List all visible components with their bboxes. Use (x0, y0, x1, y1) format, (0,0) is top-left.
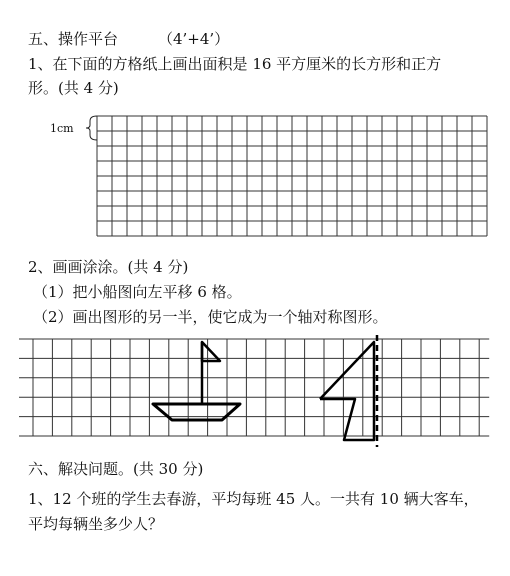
section6-heading: 六、解决问题。(共 30 分) (28, 460, 204, 478)
grid-scale-label: 1cm (50, 122, 74, 135)
section6-q1-line1: 1、12 个班的学生去春游，平均每班 45 人。一共有 10 辆大客车， (28, 490, 479, 508)
square-grid-2 (19, 339, 489, 436)
q2-task1: （1）把小船图向左平移 6 格。 (33, 283, 242, 301)
half-shape (320, 342, 374, 440)
square-grid-1 (97, 116, 487, 236)
q1-text-line2: 形。(共 4 分) (28, 79, 119, 97)
unit-brace-icon (86, 116, 97, 140)
q2-task2: （2）画出图形的另一半，使它成为一个轴对称图形。 (33, 308, 388, 326)
q2-title: 2、画画涂涂。(共 4 分) (28, 258, 189, 276)
section6-q1-line2: 平均每辆坐多少人？ (28, 515, 164, 533)
q1-text-line1: 1、在下面的方格纸上画出面积是 16 平方厘米的长方形和正方 (28, 55, 442, 73)
section5-points: （4’+4’） (158, 30, 230, 48)
section5-heading: 五、操作平台 (28, 30, 119, 48)
